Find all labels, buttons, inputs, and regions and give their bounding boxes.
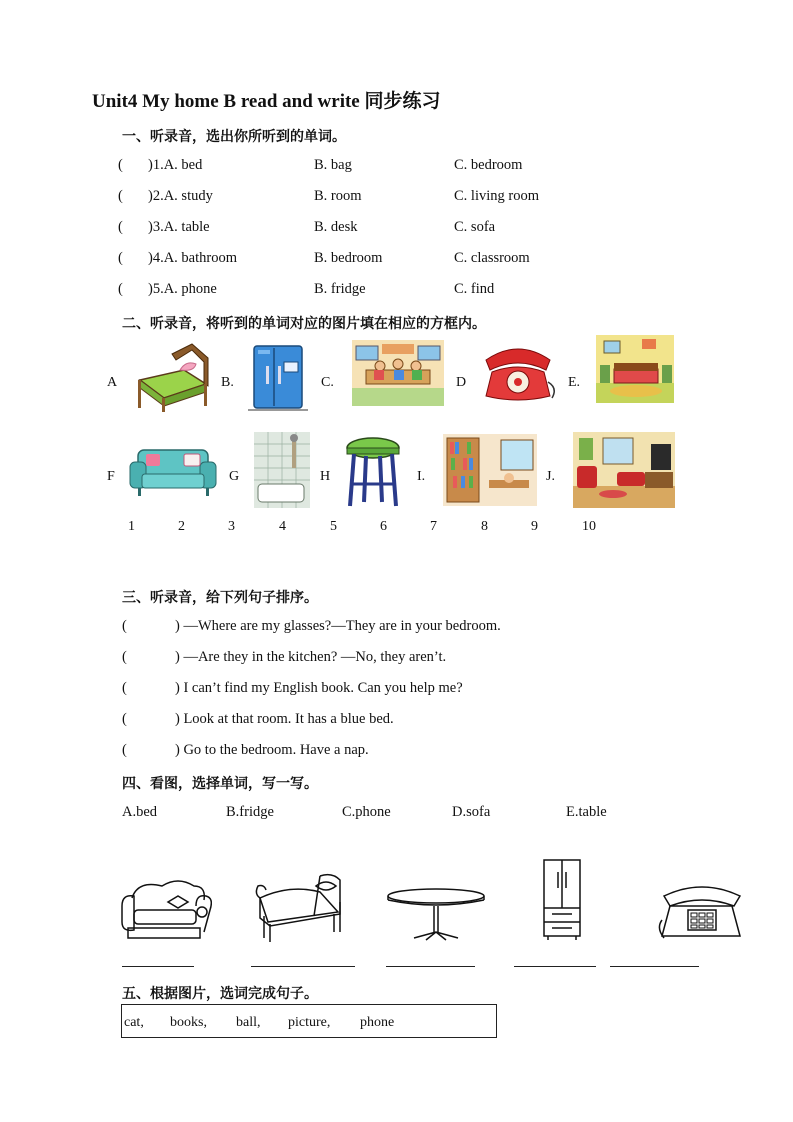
- word-bank-box: [121, 1004, 497, 1038]
- bed-picture: [132, 340, 212, 412]
- word-cat: cat,: [124, 1015, 144, 1030]
- s3-row4-paren: (: [122, 711, 127, 727]
- s3-row4-text: ) Look at that room. It has a blue bed.: [175, 711, 394, 727]
- s1-row5-a: )5.A. phone: [148, 281, 217, 297]
- s1-row4-c: C. classroom: [454, 250, 530, 266]
- pic-label-b: B.: [221, 375, 234, 390]
- fridge-picture: [246, 342, 310, 414]
- pic-label-d: D: [456, 375, 467, 390]
- answer-line-4[interactable]: [514, 966, 596, 967]
- pic-label-a: A: [107, 375, 118, 390]
- s3-row2-paren: (: [122, 649, 127, 665]
- option-bed: A.bed: [122, 804, 158, 820]
- number-3: 3: [228, 519, 235, 534]
- s3-row5-paren: (: [122, 742, 127, 758]
- pic-label-c: C.: [321, 375, 334, 390]
- s1-row2-a: )2.A. study: [148, 188, 213, 204]
- telephone-picture: [478, 342, 558, 404]
- pic-label-e: E.: [568, 375, 581, 390]
- living-room-picture: [573, 432, 675, 508]
- telephone-line-drawing: [656, 880, 746, 944]
- sofa-picture: [128, 444, 218, 500]
- section2-heading: 二、听录音，将听到的单词对应的图片填在相应的方框内。: [122, 316, 486, 332]
- stool-picture: [344, 436, 402, 512]
- pic-label-g: G: [229, 469, 240, 484]
- word-phone: phone: [360, 1015, 395, 1030]
- s1-row1-paren: (: [118, 157, 123, 173]
- s3-row2-text: ) —Are they in the kitchen? —No, they aren’t.: [175, 649, 447, 665]
- s3-row3-paren: (: [122, 680, 127, 696]
- bed-line-drawing: [250, 870, 348, 944]
- section3-heading: 三、听录音，给下列句子排序。: [122, 590, 318, 606]
- number-1: 1: [128, 519, 135, 534]
- number-8: 8: [481, 519, 488, 534]
- s1-row1-b: B. bag: [314, 157, 352, 173]
- s3-row1-text: ) —Where are my glasses?—They are in your bedroom.: [175, 618, 501, 634]
- section5-heading: 五、根据图片，选词完成句子。: [122, 986, 318, 1002]
- pic-label-j: J.: [546, 469, 555, 484]
- s1-row3-a: )3.A. table: [148, 219, 210, 235]
- s3-row3-text: ) I can’t find my English book. Can you help me?: [175, 680, 463, 696]
- s1-row4-a: )4.A. bathroom: [148, 250, 237, 266]
- pic-label-h: H: [320, 469, 331, 484]
- option-phone: C.phone: [342, 804, 391, 820]
- number-5: 5: [330, 519, 337, 534]
- sofa-line-drawing: [118, 876, 212, 944]
- number-7: 7: [430, 519, 437, 534]
- option-fridge: B.fridge: [226, 804, 274, 820]
- fridge-line-drawing: [540, 858, 586, 944]
- number-4: 4: [279, 519, 286, 534]
- word-books: books,: [170, 1015, 207, 1030]
- answer-line-1[interactable]: [122, 966, 194, 967]
- pic-label-i: I.: [417, 469, 426, 484]
- s1-row5-c: C. find: [454, 281, 495, 297]
- s1-row2-paren: (: [118, 188, 123, 204]
- answer-line-3[interactable]: [386, 966, 475, 967]
- option-table: E.table: [566, 804, 607, 820]
- word-ball: ball,: [236, 1015, 261, 1030]
- s1-row5-b: B. fridge: [314, 281, 366, 297]
- s3-row5-text: ) Go to the bedroom. Have a nap.: [175, 742, 369, 758]
- s1-row3-c: C. sofa: [454, 219, 496, 235]
- number-10: 10: [582, 519, 596, 534]
- s1-row3-paren: (: [118, 219, 123, 235]
- s1-row1-c: C. bedroom: [454, 157, 523, 173]
- bedroom-picture: [596, 335, 674, 403]
- s1-row4-b: B. bedroom: [314, 250, 383, 266]
- s1-row5-paren: (: [118, 281, 123, 297]
- pic-label-f: F: [107, 469, 115, 484]
- s1-row2-c: C. living room: [454, 188, 539, 204]
- s3-row1-paren: (: [122, 618, 127, 634]
- option-sofa: D.sofa: [452, 804, 491, 820]
- s1-row4-paren: (: [118, 250, 123, 266]
- section1-heading: 一、听录音，选出你所听到的单词。: [122, 129, 346, 145]
- number-9: 9: [531, 519, 538, 534]
- table-line-drawing: [384, 886, 488, 944]
- s1-row2-b: B. room: [314, 188, 362, 204]
- s1-row3-b: B. desk: [314, 219, 358, 235]
- number-2: 2: [178, 519, 185, 534]
- word-picture: picture,: [288, 1015, 331, 1030]
- answer-line-2[interactable]: [251, 966, 355, 967]
- number-6: 6: [380, 519, 387, 534]
- s1-row1-a: )1.A. bed: [148, 157, 203, 173]
- bathroom-picture: [254, 432, 310, 508]
- page-title: Unit4 My home B read and write 同步练习: [92, 91, 441, 112]
- study-picture: [443, 434, 537, 506]
- answer-line-5[interactable]: [610, 966, 699, 967]
- section4-heading: 四、看图，选择单词，写一写。: [122, 776, 318, 792]
- kitchen-picture: [352, 340, 444, 406]
